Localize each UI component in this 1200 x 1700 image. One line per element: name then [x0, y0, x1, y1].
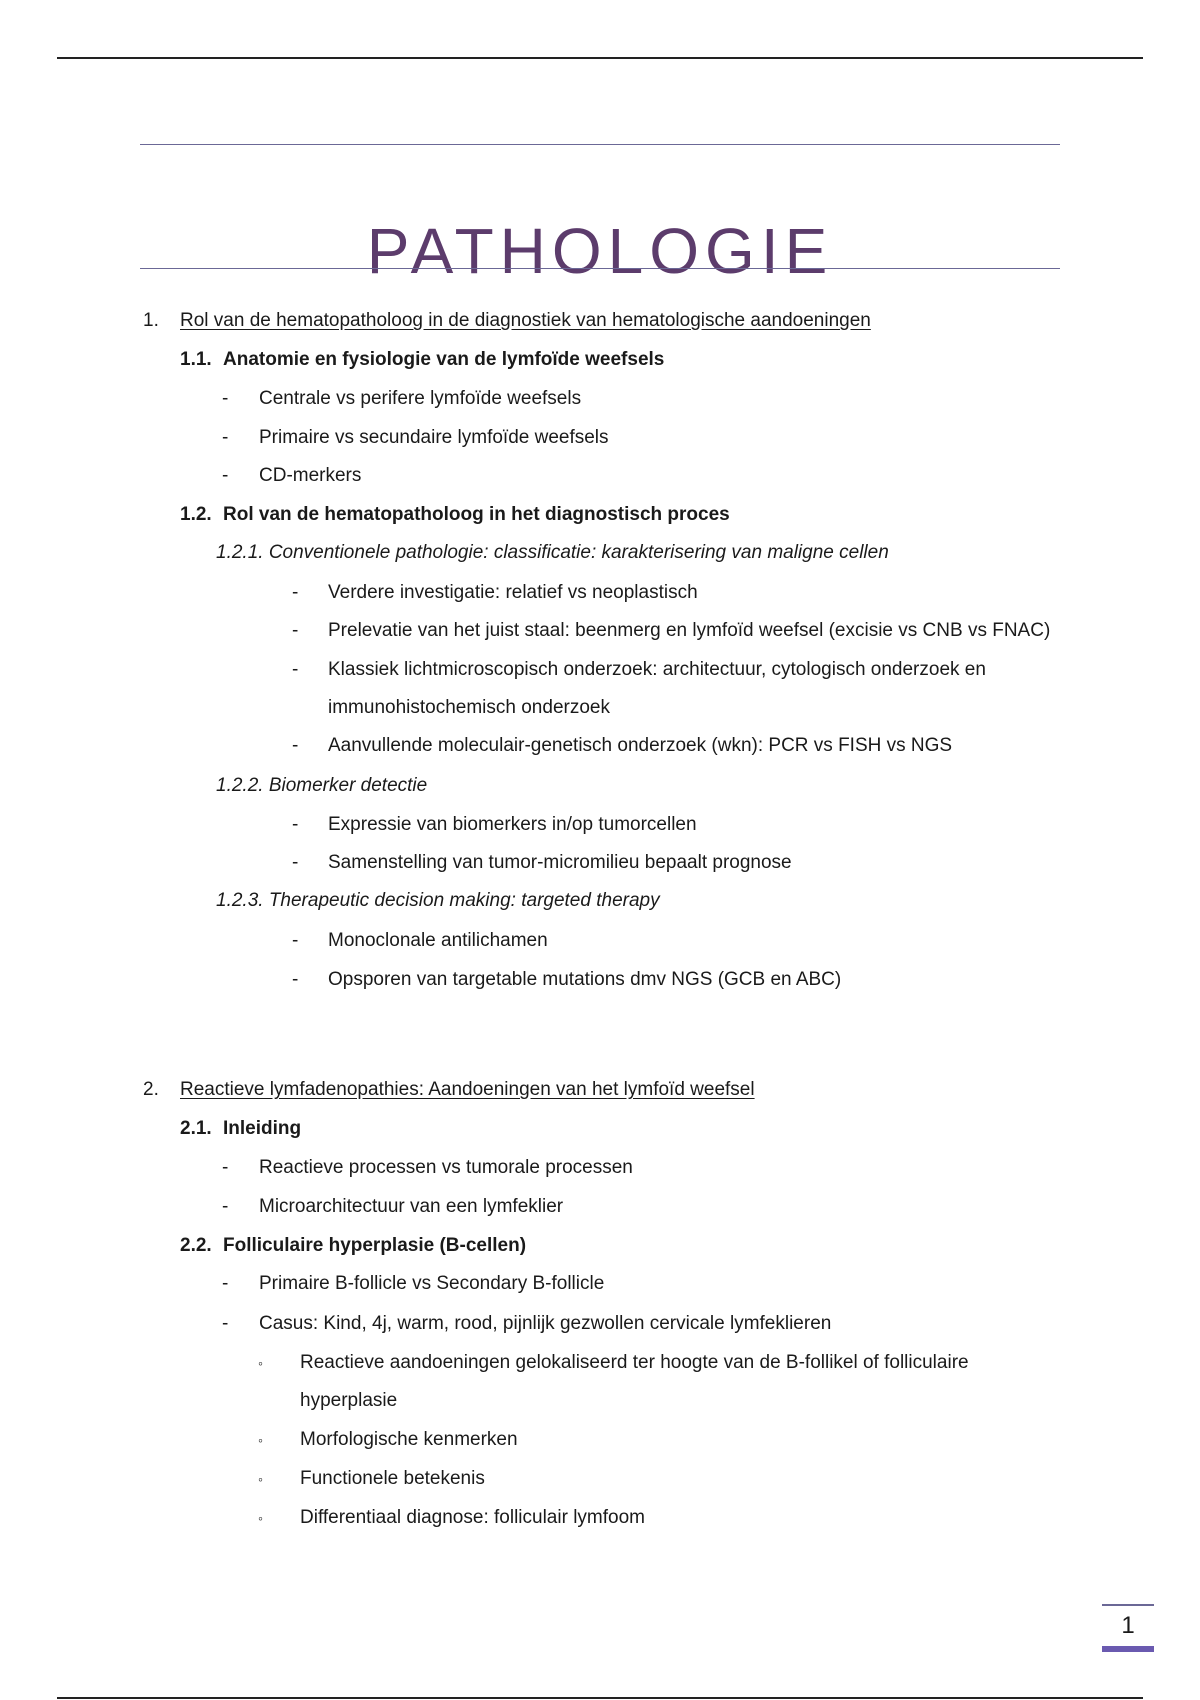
section-number: 2.: [143, 1079, 159, 1100]
dash-marker: -: [292, 969, 299, 990]
list-item-text: Monoclonale antilichamen: [328, 930, 548, 951]
case-point-text: Differentiaal diagnose: folliculair lymfoom: [300, 1507, 645, 1528]
dash-marker: -: [222, 1313, 229, 1334]
section-number: 1.: [143, 310, 159, 331]
dash-marker: -: [292, 582, 299, 603]
list-item-text: immunohistochemisch onderzoek: [328, 697, 610, 718]
list-item-text: Primaire B-follicle vs Secondary B-follicle: [259, 1273, 605, 1294]
list-item-text: Primaire vs secundaire lymfoïde weefsels: [259, 427, 609, 448]
subsection-number: 1.1.: [180, 349, 212, 370]
list-item-text: Casus: Kind, 4j, warm, rood, pijnlijk gezwollen cervicale lymfeklieren: [259, 1313, 832, 1334]
dash-marker: -: [222, 427, 229, 448]
circle-bullet-icon: ◦: [258, 1471, 263, 1487]
list-item-text: Expressie van biomerkers in/op tumorcellen: [328, 814, 697, 835]
dash-marker: -: [292, 814, 299, 835]
list-item-text: Samenstelling van tumor-micromilieu bepaalt prognose: [328, 852, 792, 873]
list-item-text: Microarchitectuur van een lymfeklier: [259, 1196, 564, 1217]
section-title: Reactieve lymfadenopathies: Aandoeningen van het lymfoïd weefsel: [180, 1079, 755, 1100]
list-item-text: Prelevatie van het juist staal: beenmerg en lymfoïd weefsel (excisie vs CNB vs FNAC): [328, 620, 1051, 641]
subsubsection-title: 1.2.3. Therapeutic decision making: targeted therapy: [216, 890, 660, 911]
list-item-text: Aanvullende moleculair-genetisch onderzoek (wkn): PCR vs FISH vs NGS: [328, 735, 953, 756]
page-number-rule: [1102, 1604, 1154, 1606]
dash-marker: -: [292, 852, 299, 873]
case-point-text: Morfologische kenmerken: [300, 1429, 518, 1450]
title-rule-bottom: [140, 268, 1060, 269]
subsubsection-title: 1.2.1. Conventionele pathologie: classificatie: karakterisering van maligne cellen: [216, 542, 889, 563]
case-point-text: hyperplasie: [300, 1390, 398, 1411]
circle-bullet-icon: ◦: [258, 1432, 263, 1448]
circle-bullet-icon: ◦: [258, 1510, 263, 1526]
list-item-text: Reactieve processen vs tumorale processen: [259, 1157, 633, 1178]
dash-marker: -: [222, 1196, 229, 1217]
list-item-text: CD-merkers: [259, 465, 362, 486]
dash-marker: -: [222, 388, 229, 409]
dash-marker: -: [222, 1273, 229, 1294]
subsection-title: Anatomie en fysiologie van de lymfoïde weefsels: [223, 349, 665, 370]
subsection-number: 2.1.: [180, 1118, 212, 1139]
footer-rule: [57, 1697, 1143, 1699]
header-rule: [57, 57, 1143, 59]
list-item-text: Klassiek lichtmicroscopisch onderzoek: architectuur, cytologisch onderzoek en: [328, 659, 986, 680]
list-item-text: Centrale vs perifere lymfoïde weefsels: [259, 388, 582, 409]
case-point-text: Reactieve aandoeningen gelokaliseerd ter hoogte van de B-follikel of folliculaire: [300, 1352, 969, 1373]
dash-marker: -: [222, 1157, 229, 1178]
page-number-accent-bar: [1102, 1646, 1154, 1652]
page-number: 1: [1121, 1612, 1135, 1639]
section-title: Rol van de hematopatholoog in de diagnostiek van hematologische aandoeningen: [180, 310, 871, 331]
dash-marker: -: [222, 465, 229, 486]
subsubsection-title: 1.2.2. Biomerker detectie: [216, 775, 428, 796]
subsection-title: Folliculaire hyperplasie (B-cellen): [223, 1235, 527, 1256]
list-item-text: Verdere investigatie: relatief vs neoplastisch: [328, 582, 698, 603]
title-rule-top: [140, 144, 1060, 145]
dash-marker: -: [292, 620, 299, 641]
subsection-title: Inleiding: [223, 1118, 302, 1139]
dash-marker: -: [292, 930, 299, 951]
page-title: PATHOLOGIE: [366, 214, 834, 287]
case-point-text: Functionele betekenis: [300, 1468, 485, 1489]
page-number-box: [1102, 1604, 1154, 1652]
subsection-number: 2.2.: [180, 1235, 212, 1256]
subsection-number: 1.2.: [180, 504, 212, 525]
circle-bullet-icon: ◦: [258, 1355, 263, 1371]
list-item-text: Opsporen van targetable mutations dmv NGS (GCB en ABC): [328, 969, 842, 990]
dash-marker: -: [292, 659, 299, 680]
dash-marker: -: [292, 735, 299, 756]
subsection-title: Rol van de hematopatholoog in het diagnostisch proces: [223, 504, 730, 525]
